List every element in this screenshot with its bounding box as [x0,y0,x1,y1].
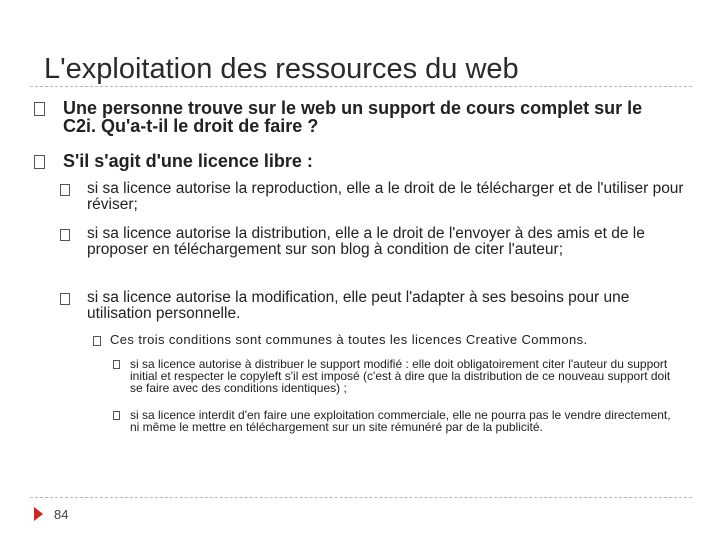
bullet-free-license [34,152,674,170]
bullet-square-icon [60,229,70,241]
bullet-square-icon [113,411,120,420]
page-marker-icon [34,507,43,521]
sub-bullet-text: si sa licence autorise la distribution, elle a le droit de l'envoyer à des amis et de le proposer en téléchargement sur son blog à condition de citer l'auteur; [87,225,645,258]
bullet-text: S'il s'agit d'une licence libre : [63,151,313,171]
bullet-question [34,99,674,135]
bullet-square-icon [34,102,45,116]
detail-text: si sa licence autorise à distribuer le support modifié : elle doit obligatoirement citer l'auteur du support initial et respecter le copyleft s'il est imposé (c'est à dire que la distribution de ce nouveau support doit se faire avec des conditions identiques) ; [130,357,671,395]
detail-no-commercial [113,409,673,433]
bullet-square-icon [60,184,70,196]
footer-divider [30,497,692,498]
page-number: 84 [54,507,69,522]
bullet-square-icon [113,360,120,369]
note-text: Ces trois conditions sont communes à toutes les licences Creative Commons. [110,332,588,347]
bullet-text: Une personne trouve sur le web un support de cours complet sur le C2i. Qu'a-t-il le droit de faire ? [63,98,643,136]
note-creative-commons [93,333,683,347]
slide-title: L'exploitation des ressources du web [44,53,519,85]
sub-bullet-modification [60,290,688,322]
sub-bullet-text: si sa licence autorise la reproduction, elle a le droit de le télécharger et de l'utiliser pour réviser; [87,180,684,213]
title-divider [30,86,692,87]
sub-bullet-text: si sa licence autorise la modification, elle peut l'adapter à ses besoins pour une utilisation personnelle. [87,289,630,322]
sub-bullet-reproduction [60,181,688,213]
sub-bullet-distribution [60,226,688,258]
detail-modified-distribution [113,358,673,394]
bullet-square-icon [93,336,101,346]
bullet-square-icon [60,293,70,305]
detail-text: si sa licence interdit d'en faire une exploitation commerciale, elle ne pourra pas le vendre directement, ni même le mettre en téléchargement sur un site rémunéré par de la publicité. [130,408,671,434]
bullet-square-icon [34,155,45,169]
